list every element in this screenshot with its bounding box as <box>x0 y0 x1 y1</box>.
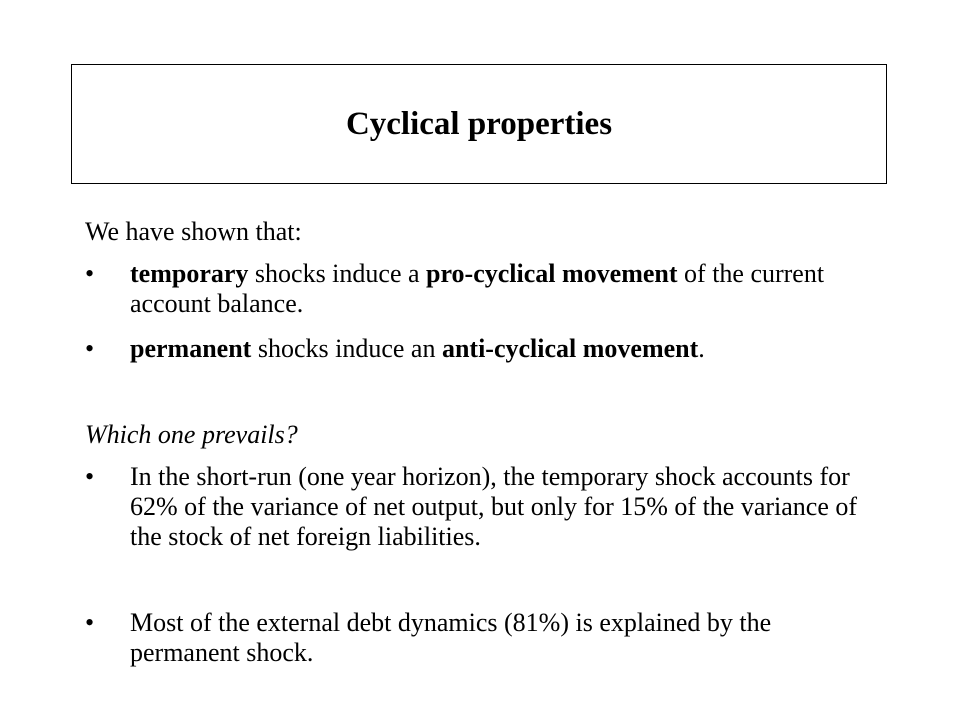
title-box <box>71 64 887 184</box>
bullet-text <box>130 259 875 319</box>
bullet-icon: • <box>85 608 95 637</box>
bold-term: permanent <box>130 334 252 363</box>
intro-text: We have shown that: <box>85 217 302 246</box>
bullet-segment: shocks induce an <box>251 334 442 363</box>
bullet-segment: shocks induce a <box>248 259 427 288</box>
bullet-segment: of the current account balance. <box>130 259 825 318</box>
bullet-text: In the short-run (one year horizon), the temporary shock accounts for 62% of the variance of net output, but only for 15% of the variance of the stock of net foreign liabilities. <box>130 462 858 551</box>
bullet-icon: • <box>85 334 95 363</box>
bold-term: pro-cyclical movement <box>426 259 678 288</box>
bold-term: temporary <box>130 259 249 288</box>
bullet-item <box>85 462 875 552</box>
bullet-item <box>85 608 875 668</box>
bullet-item <box>85 259 875 319</box>
bullet-text: Most of the external debt dynamics (81%) is explained by the permanent shock. <box>130 608 772 667</box>
bullet-icon: • <box>85 462 95 491</box>
bullet-text <box>130 334 875 364</box>
bullet-segment: . <box>698 334 705 363</box>
question-text: Which one prevails? <box>85 420 298 449</box>
bold-term: anti-cyclical movement <box>441 334 699 363</box>
bullet-icon: • <box>85 259 95 288</box>
slide-title: Cyclical properties <box>345 105 613 142</box>
bullet-item <box>85 334 875 364</box>
